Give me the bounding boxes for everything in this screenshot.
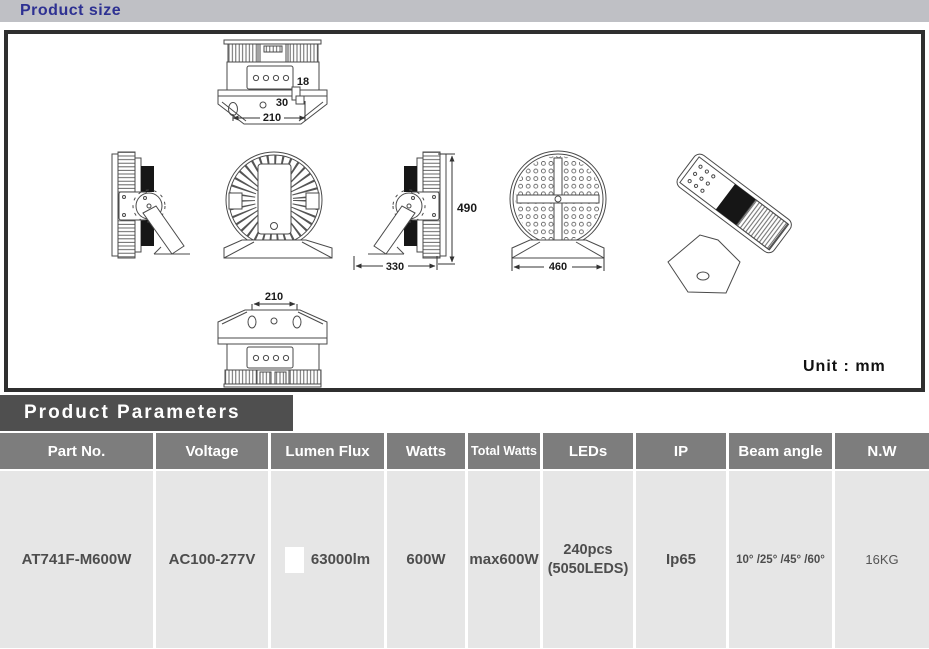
col-header-voltage: Voltage (156, 433, 268, 469)
product-parameters-title: Product Parameters (24, 402, 241, 423)
isometric-view-drawing (668, 151, 794, 293)
dim-460-label: 460 (548, 261, 568, 273)
cell-lumen-flux (271, 471, 384, 648)
dim-490-label: 490 (457, 201, 478, 215)
dim-210-top-label: 210 (262, 112, 282, 124)
col-header-ip: IP (636, 433, 726, 469)
bottom-view-drawing (218, 291, 327, 387)
col-header-nw: N.W (835, 433, 929, 469)
light-color-swatch (285, 547, 304, 573)
cell-total-watts: max600W (468, 471, 540, 648)
cell-beam-angle: 10° /25° /45° /60° (729, 471, 832, 648)
back-view-drawing (224, 152, 332, 258)
cell-watts: 600W (387, 471, 465, 648)
cell-net-weight: 16KG (835, 471, 929, 648)
col-header-beam-angle: Beam angle (729, 433, 832, 469)
col-header-watts: Watts (387, 433, 465, 469)
dim-18-label: 18 (296, 76, 310, 88)
col-header-leds: LEDs (543, 433, 633, 469)
lumen-flux-value: 63000lm (310, 551, 371, 568)
col-header-part-no: Part No. (0, 433, 153, 469)
product-size-header-bar (0, 0, 929, 22)
cell-ip: Ip65 (636, 471, 726, 648)
cell-part-no: AT741F-M600W (0, 471, 153, 648)
top-view-drawing (218, 40, 327, 124)
side-view-right-drawing (354, 152, 477, 273)
leds-count: 240pcs (563, 541, 613, 558)
product-parameters-header (0, 395, 293, 431)
unit-label: Unit : mm (803, 358, 886, 375)
cell-voltage: AC100-277V (156, 471, 268, 648)
leds-type: (5050LEDS) (547, 560, 629, 577)
drawing-panel (4, 30, 925, 392)
product-size-title: Product size (20, 2, 122, 19)
dim-330-label: 330 (385, 261, 405, 273)
dim-30-label: 30 (275, 97, 289, 109)
dim-210-bottom-label: 210 (264, 291, 284, 303)
cell-leds (543, 471, 633, 648)
front-view-drawing (510, 151, 606, 273)
spec-table (0, 433, 929, 648)
col-header-lumen-flux: Lumen Flux (271, 433, 384, 469)
side-view-left-drawing (112, 152, 190, 258)
col-header-total-watts: Total Watts (468, 433, 540, 469)
technical-drawing (8, 34, 921, 388)
